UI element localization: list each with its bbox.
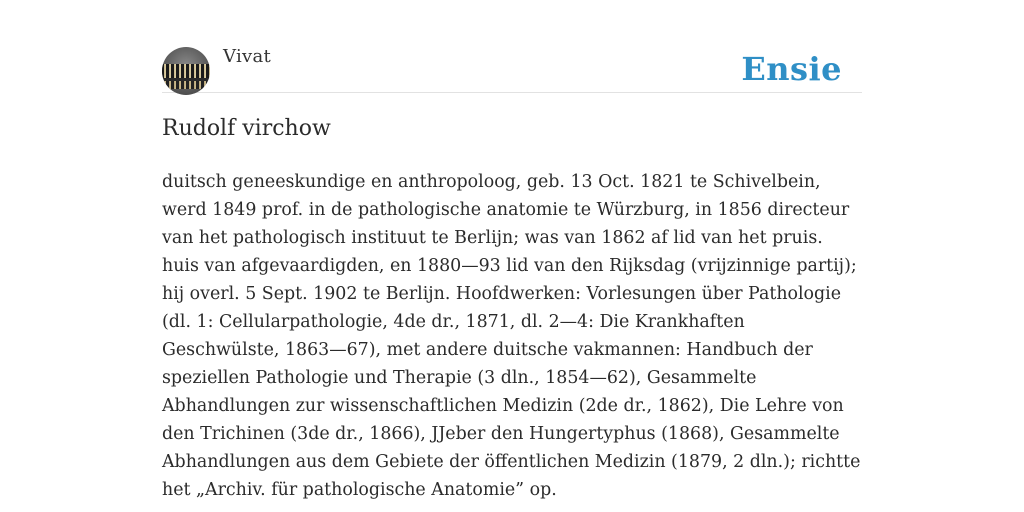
avatar[interactable] — [162, 47, 210, 95]
header — [162, 0, 862, 93]
article-body: duitsch geneeskundige en anthropoloog, geb. 13 Oct. 1821 te Schivelbein, werd 1849 prof. in de pathologische anatomie te Würzburg, in 1856 directeur van het pathologisch instituut te Berlijn; was van 1862 af lid van het pruis. huis van afgevaardigden, en 1880—93 lid van den Rijksdag (vrijzinnige partij); hij overl. 5 Sept. 1902 te Berlijn. Hoofdwerken: Vorlesungen über Pathologie (dl. 1: Cellularpathologie, 4de dr., 1871, dl. 2—4: Die Krankhaften Geschwülste, 1863—67), met andere duitsche vakmannen: Handbuch der speziellen Pathologie und Therapie (3 dln., 1854—62), Gesammelte Abhandlungen zur wissenschaftlichen Medizin (2de dr., 1862), Die Lehre von den Trichinen (3de dr., 1866), JJeber den Hungertyphus (1868), Gesammelte Abhandlungen aus dem Gebiete der öffentlichen Medizin (1879, 2 dln.); richtte het „Archiv. für pathologische Anatomie” op. — [162, 172, 861, 500]
bookshelf-icon — [162, 64, 210, 78]
article-title: Rudolf virchow — [162, 116, 331, 141]
page-container — [162, 0, 862, 500]
bookshelf-lower-icon — [162, 81, 210, 89]
ensie-logo[interactable]: Ensie — [741, 50, 842, 88]
site-name[interactable]: Vivat — [223, 46, 272, 67]
